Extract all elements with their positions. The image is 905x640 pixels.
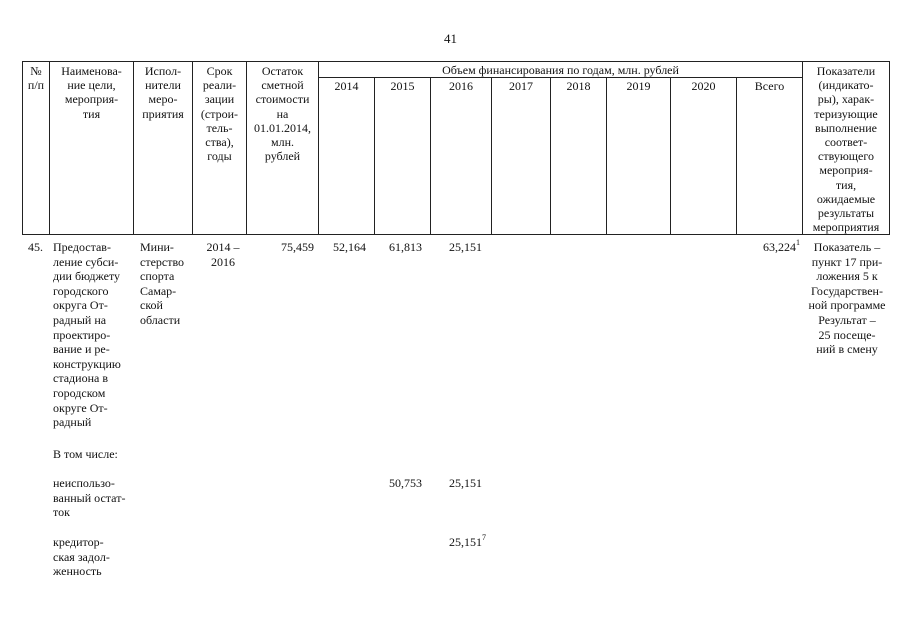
col-term-header: Срок реали- зации (строи- тель- ства), годы [193, 62, 247, 235]
footnote-mark: 1 [796, 238, 800, 247]
year-2015-header: 2015 [375, 78, 431, 235]
page-number: 41 [444, 31, 457, 46]
col-funding-header: Объем финансирования по годам, млн. рублей [319, 62, 803, 78]
executor: Мини- стерство спорта Самар- ской области [140, 240, 185, 327]
measure-name: Предостав- ление субси- дии бюджету городского округа От- радный на проектиро- вание и ре- конструкцию стадиона в городском округе От- радный [53, 240, 121, 430]
year-2020-header: 2020 [671, 78, 737, 235]
year-total-header: Всего [737, 78, 803, 235]
year-2014-header: 2014 [319, 78, 375, 235]
year-2018-header: 2018 [551, 78, 607, 235]
footnote-mark: 7 [482, 533, 486, 542]
sub1-value-2015: 50,753 [389, 476, 422, 490]
implementation-term: 2014 – 2016 [206, 240, 240, 269]
sub2-value-2016-number: 25,151 [449, 535, 482, 549]
row-number: 45. [28, 240, 43, 254]
sub2-value-2016 [430, 535, 486, 550]
value-2015: 61,813 [389, 240, 422, 254]
sub-item-accounts-payable: кредитор- ская задол- женность [53, 535, 110, 579]
value-2016: 25,151 [449, 240, 482, 254]
year-2016-header: 2016 [431, 78, 492, 235]
value-total-number: 63,224 [763, 240, 796, 254]
value-total [730, 240, 800, 255]
col-indicators-header: Показатели (индикато- ры), харак- теризующие выполнение соответ- ствующего мероприя- тия, ожидаемые результаты мероприятия [803, 62, 890, 235]
value-2014: 52,164 [333, 240, 366, 254]
sub-item-unused-balance: неиспользо- ванный остат- ток [53, 476, 126, 520]
year-2019-header: 2019 [607, 78, 671, 235]
col-remaining-header: Остаток сметной стоимости на 01.01.2014, млн. рублей [247, 62, 319, 235]
remaining-cost: 75,459 [281, 240, 314, 254]
col-executor-header: Испол- нители меро- приятия [134, 62, 193, 235]
sub1-value-2016: 25,151 [449, 476, 482, 490]
col-num-header: № п/п [23, 62, 50, 235]
indicator-text: Показатель – пункт 17 при- ложения 5 к Государствен- ной программе Результат – 25 посеще- ний в смену [808, 240, 886, 357]
col-name-header: Наименова- ние цели, мероприя- тия [50, 62, 134, 235]
year-2017-header: 2017 [492, 78, 551, 235]
including-label: В том числе: [53, 447, 118, 461]
table-header [22, 61, 890, 235]
